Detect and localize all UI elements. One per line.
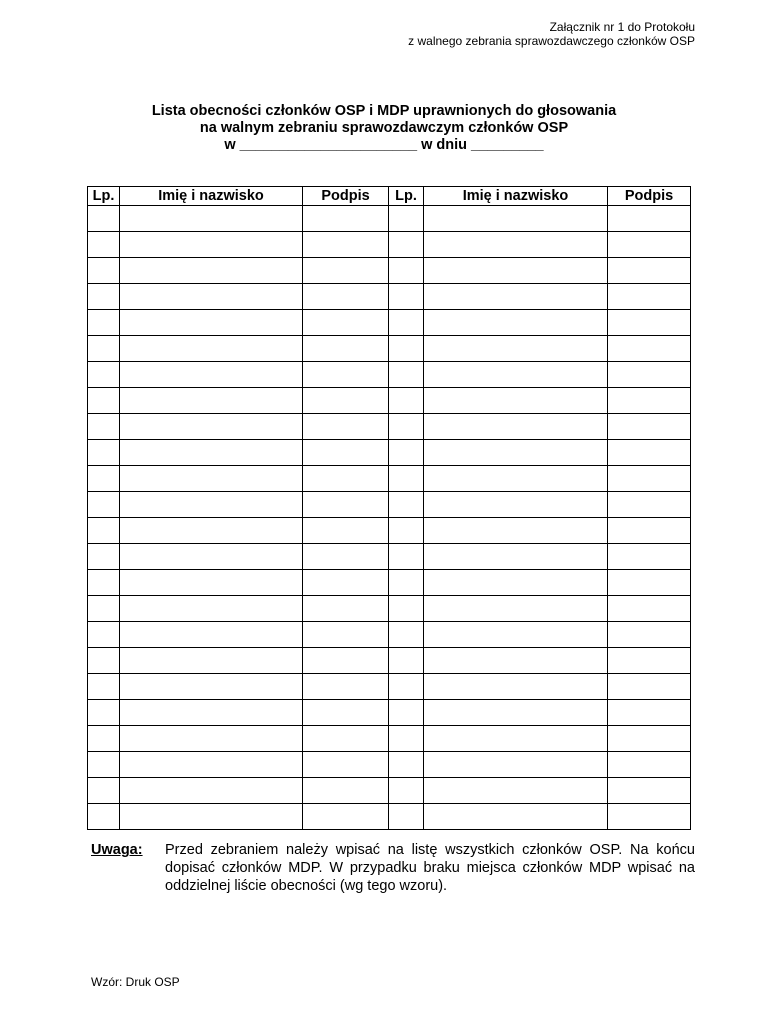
name-right-cell[interactable] — [424, 804, 608, 830]
name-right-cell[interactable] — [424, 284, 608, 310]
name-right-cell[interactable] — [424, 752, 608, 778]
name-right-cell[interactable] — [424, 440, 608, 466]
signature-left-cell[interactable] — [303, 258, 389, 284]
name-right-cell[interactable] — [424, 388, 608, 414]
signature-right-cell[interactable] — [608, 570, 691, 596]
name-left-cell[interactable] — [120, 388, 303, 414]
signature-left-cell[interactable] — [303, 388, 389, 414]
name-right-cell[interactable] — [424, 544, 608, 570]
table-row — [88, 570, 691, 596]
signature-left-cell[interactable] — [303, 570, 389, 596]
signature-right-cell[interactable] — [608, 492, 691, 518]
note-text: Przed zebraniem należy wpisać na listę wszystkich członków OSP. Na końcu dopisać członków MDP. W przypadku braku miejsca członków MDP wpisać na oddzielnej liście obecności (wg tego wzoru). — [165, 842, 695, 894]
name-left-cell[interactable] — [120, 700, 303, 726]
lp-right-cell[interactable] — [389, 518, 424, 544]
lp-right-cell[interactable] — [389, 440, 424, 466]
table-row — [88, 206, 691, 232]
signature-left-cell[interactable] — [303, 596, 389, 622]
attachment-header-line2: z walnego zebrania sprawozdawczego członków OSP — [408, 34, 695, 48]
lp-right-cell[interactable] — [389, 258, 424, 284]
name-left-cell[interactable] — [120, 258, 303, 284]
lp-left-cell[interactable] — [88, 622, 120, 648]
column-header-lp-left: Lp. — [88, 187, 120, 206]
name-left-cell[interactable] — [120, 726, 303, 752]
table-row — [88, 596, 691, 622]
signature-right-cell[interactable] — [608, 752, 691, 778]
signature-right-cell[interactable] — [608, 596, 691, 622]
lp-left-cell[interactable] — [88, 284, 120, 310]
name-left-cell[interactable] — [120, 362, 303, 388]
lp-right-cell[interactable] — [389, 466, 424, 492]
name-right-cell[interactable] — [424, 492, 608, 518]
signature-right-cell[interactable] — [608, 362, 691, 388]
lp-right-cell[interactable] — [389, 362, 424, 388]
signature-right-cell[interactable] — [608, 388, 691, 414]
lp-left-cell[interactable] — [88, 700, 120, 726]
name-left-cell[interactable] — [120, 570, 303, 596]
signature-right-cell[interactable] — [608, 622, 691, 648]
lp-left-cell[interactable] — [88, 362, 120, 388]
signature-left-cell[interactable] — [303, 544, 389, 570]
name-right-cell[interactable] — [424, 622, 608, 648]
signature-left-cell[interactable] — [303, 726, 389, 752]
signature-left-cell[interactable] — [303, 206, 389, 232]
name-right-cell[interactable] — [424, 700, 608, 726]
lp-right-cell[interactable] — [389, 674, 424, 700]
table-row — [88, 310, 691, 336]
name-right-cell[interactable] — [424, 674, 608, 700]
name-right-cell[interactable] — [424, 232, 608, 258]
name-left-cell[interactable] — [120, 492, 303, 518]
signature-left-cell[interactable] — [303, 778, 389, 804]
table-row — [88, 804, 691, 830]
name-left-cell[interactable] — [120, 596, 303, 622]
name-left-cell[interactable] — [120, 778, 303, 804]
column-header-signature-left: Podpis — [303, 187, 389, 206]
name-left-cell[interactable] — [120, 466, 303, 492]
signature-left-cell[interactable] — [303, 674, 389, 700]
lp-left-cell[interactable] — [88, 336, 120, 362]
signature-left-cell[interactable] — [303, 518, 389, 544]
lp-right-cell[interactable] — [389, 778, 424, 804]
name-right-cell[interactable] — [424, 518, 608, 544]
name-left-cell[interactable] — [120, 648, 303, 674]
table-row — [88, 778, 691, 804]
table-row — [88, 232, 691, 258]
name-right-cell[interactable] — [424, 362, 608, 388]
signature-right-cell[interactable] — [608, 778, 691, 804]
lp-left-cell[interactable] — [88, 258, 120, 284]
name-left-cell[interactable] — [120, 206, 303, 232]
name-left-cell[interactable] — [120, 336, 303, 362]
table-row — [88, 648, 691, 674]
name-right-cell[interactable] — [424, 310, 608, 336]
lp-left-cell[interactable] — [88, 596, 120, 622]
lp-left-cell[interactable] — [88, 752, 120, 778]
attendance-table — [87, 186, 691, 830]
lp-right-cell[interactable] — [389, 596, 424, 622]
form-footer: Wzór: Druk OSP — [91, 975, 180, 989]
name-right-cell[interactable] — [424, 648, 608, 674]
lp-left-cell[interactable] — [88, 726, 120, 752]
table-row — [88, 700, 691, 726]
signature-right-cell[interactable] — [608, 544, 691, 570]
table-row — [88, 726, 691, 752]
note-label: Uwaga: — [91, 842, 143, 858]
signature-right-cell[interactable] — [608, 284, 691, 310]
name-left-cell[interactable] — [120, 622, 303, 648]
signature-left-cell[interactable] — [303, 336, 389, 362]
name-right-cell[interactable] — [424, 596, 608, 622]
attachment-header — [408, 20, 695, 48]
lp-left-cell[interactable] — [88, 492, 120, 518]
name-left-cell[interactable] — [120, 544, 303, 570]
document-title-line2: na walnym zebraniu sprawozdawczym członków OSP — [199, 120, 569, 136]
signature-left-cell[interactable] — [303, 414, 389, 440]
signature-right-cell[interactable] — [608, 674, 691, 700]
document-title — [0, 103, 768, 154]
signature-left-cell[interactable] — [303, 622, 389, 648]
signature-left-cell[interactable] — [303, 700, 389, 726]
document-title-line1: Lista obecności członków OSP i MDP uprawnionych do głosowania — [151, 103, 617, 119]
lp-right-cell[interactable] — [389, 414, 424, 440]
lp-left-cell[interactable] — [88, 206, 120, 232]
lp-left-cell[interactable] — [88, 232, 120, 258]
lp-left-cell[interactable] — [88, 544, 120, 570]
lp-right-cell[interactable] — [389, 648, 424, 674]
signature-left-cell[interactable] — [303, 232, 389, 258]
name-right-cell[interactable] — [424, 414, 608, 440]
table-row — [88, 674, 691, 700]
name-right-cell[interactable] — [424, 726, 608, 752]
lp-right-cell[interactable] — [389, 310, 424, 336]
lp-left-cell[interactable] — [88, 518, 120, 544]
attendance-table-body — [88, 206, 691, 830]
attachment-header-line1: Załącznik nr 1 do Protokołu — [549, 20, 695, 34]
signature-left-cell[interactable] — [303, 284, 389, 310]
lp-right-cell[interactable] — [389, 388, 424, 414]
name-left-cell[interactable] — [120, 310, 303, 336]
signature-left-cell[interactable] — [303, 492, 389, 518]
table-row — [88, 544, 691, 570]
table-row — [88, 388, 691, 414]
lp-left-cell[interactable] — [88, 570, 120, 596]
lp-left-cell[interactable] — [88, 674, 120, 700]
signature-right-cell[interactable] — [608, 466, 691, 492]
table-row — [88, 336, 691, 362]
table-row — [88, 440, 691, 466]
signature-left-cell[interactable] — [303, 310, 389, 336]
lp-right-cell[interactable] — [389, 492, 424, 518]
lp-left-cell[interactable] — [88, 440, 120, 466]
name-left-cell[interactable] — [120, 440, 303, 466]
signature-right-cell[interactable] — [608, 440, 691, 466]
signature-left-cell[interactable] — [303, 466, 389, 492]
name-right-cell[interactable] — [424, 258, 608, 284]
lp-right-cell[interactable] — [389, 336, 424, 362]
table-row — [88, 284, 691, 310]
name-left-cell[interactable] — [120, 232, 303, 258]
signature-right-cell[interactable] — [608, 804, 691, 830]
table-row — [88, 258, 691, 284]
column-header-lp-right: Lp. — [389, 187, 424, 206]
table-row — [88, 622, 691, 648]
lp-right-cell[interactable] — [389, 752, 424, 778]
name-right-cell[interactable] — [424, 570, 608, 596]
signature-right-cell[interactable] — [608, 310, 691, 336]
signature-right-cell[interactable] — [608, 518, 691, 544]
column-header-name-right: Imię i nazwisko — [424, 187, 608, 206]
lp-left-cell[interactable] — [88, 466, 120, 492]
lp-left-cell[interactable] — [88, 414, 120, 440]
table-row — [88, 362, 691, 388]
signature-right-cell[interactable] — [608, 648, 691, 674]
name-right-cell[interactable] — [424, 206, 608, 232]
signature-left-cell[interactable] — [303, 752, 389, 778]
signature-left-cell[interactable] — [303, 440, 389, 466]
signature-left-cell[interactable] — [303, 804, 389, 830]
lp-left-cell[interactable] — [88, 804, 120, 830]
name-left-cell[interactable] — [120, 414, 303, 440]
lp-right-cell[interactable] — [389, 622, 424, 648]
name-right-cell[interactable] — [424, 336, 608, 362]
table-row — [88, 518, 691, 544]
lp-left-cell[interactable] — [88, 648, 120, 674]
table-row — [88, 492, 691, 518]
signature-left-cell[interactable] — [303, 648, 389, 674]
table-row — [88, 466, 691, 492]
name-left-cell[interactable] — [120, 674, 303, 700]
name-left-cell[interactable] — [120, 518, 303, 544]
signature-right-cell[interactable] — [608, 232, 691, 258]
lp-left-cell[interactable] — [88, 778, 120, 804]
signature-right-cell[interactable] — [608, 336, 691, 362]
document-title-line3: w ______________________ w dniu _________ — [224, 137, 544, 153]
name-left-cell[interactable] — [120, 284, 303, 310]
lp-left-cell[interactable] — [88, 388, 120, 414]
name-right-cell[interactable] — [424, 466, 608, 492]
table-row — [88, 752, 691, 778]
name-right-cell[interactable] — [424, 778, 608, 804]
signature-right-cell[interactable] — [608, 700, 691, 726]
signature-left-cell[interactable] — [303, 362, 389, 388]
signature-right-cell[interactable] — [608, 726, 691, 752]
lp-right-cell[interactable] — [389, 726, 424, 752]
lp-right-cell[interactable] — [389, 570, 424, 596]
signature-right-cell[interactable] — [608, 414, 691, 440]
column-header-name-left: Imię i nazwisko — [120, 187, 303, 206]
name-left-cell[interactable] — [120, 752, 303, 778]
name-left-cell[interactable] — [120, 804, 303, 830]
column-header-signature-right: Podpis — [608, 187, 691, 206]
signature-right-cell[interactable] — [608, 206, 691, 232]
lp-right-cell[interactable] — [389, 284, 424, 310]
lp-right-cell[interactable] — [389, 206, 424, 232]
attendance-table-header-row — [88, 187, 691, 206]
table-row — [88, 414, 691, 440]
lp-right-cell[interactable] — [389, 232, 424, 258]
lp-right-cell[interactable] — [389, 804, 424, 830]
lp-right-cell[interactable] — [389, 544, 424, 570]
lp-left-cell[interactable] — [88, 310, 120, 336]
lp-right-cell[interactable] — [389, 700, 424, 726]
signature-right-cell[interactable] — [608, 258, 691, 284]
